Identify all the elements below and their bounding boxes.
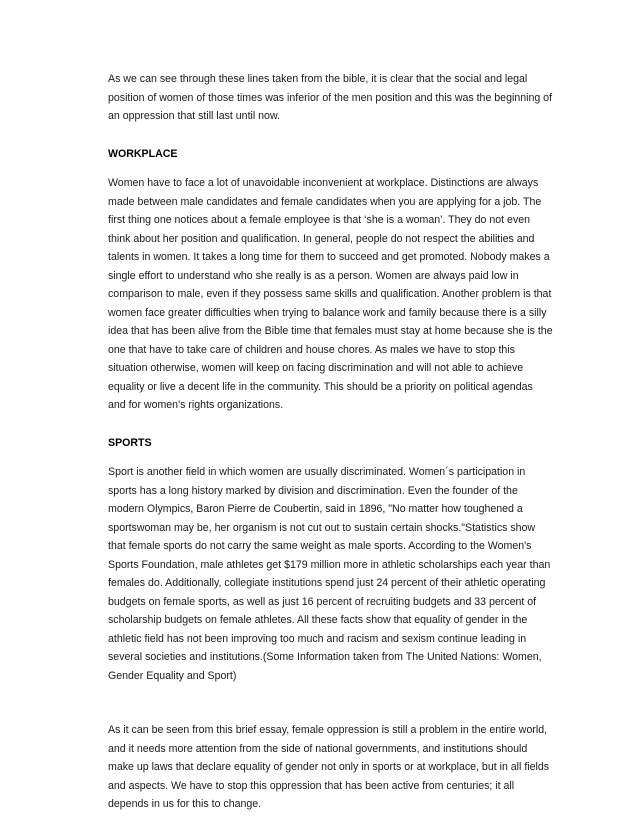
document-body (108, 70, 553, 833)
workplace-heading: WORKPLACE (108, 147, 178, 160)
sports-heading: SPORTS (108, 436, 152, 449)
sports-paragraph: Sport is another field in which women are usually discriminated. Women´s participation in sports has a long history marked by division and discrimination. Even the founder of the modern Olympics, Baron Pierre de Coubertin, said in 1896, "No matter how toughened a sportswoman may be, her organism is not cut out to sustain certain shocks."Statistics show that female sports do not carry the same weight as male sports. According to the Women's Sports Foundation, male athletes get $179 million more in athletic scholarships each year than females do. Additionally, collegiate institutions spend just 24 percent of their athletic operating budgets on female sports, as well as just 16 percent of recruiting budgets and 33 percent of scholarship budgets on female athletes. All these facts show that equality of gender in the athletic field has not been improving too much and racism and sexism continue leading in several societies and institutions.(Some Information taken from The United Nations: Women, Gender Equality and Sport) (108, 466, 551, 682)
workplace-paragraph: Women have to face a lot of unavoidable inconvenient at workplace. Distinctions are always made between male candidates and female candidates when you are applying for a job. The first thing one notices about a female employee is that ‘she is a woman’. They do not even think about her position and qualification. In general, people do not respect the abilities and talents in women. It takes a long time for them to succeed and get promoted. Nobody makes a single effort to understand who she really is as a person. Women are always paid low in comparison to male, even if they possess same skills and qualification. Another problem is that women face greater difficulties when trying to balance work and family because there is a silly idea that has been alive from the Bible time that females must stay at home because she is the one that have to take care of children and house chores. As males we have to stop this situation otherwise, women will keep on facing discrimination and will not able to achieve equality or live a decent life in the community. This should be a priority on political agendas and for women's rights organizations. (108, 177, 553, 411)
intro-paragraph: As we can see through these lines taken from the bible, it is clear that the social and legal position of women of those times was inferior of the men position and this was the beginning of an oppression that still last until now. (108, 73, 553, 122)
conclusion-paragraph: As it can be seen from this brief essay, female oppression is still a problem in the entire world, and it needs more attention from the side of national governments, and institutions should make up laws that declare equality of gender not only in sports or at workplace, but in all fields and aspects. We have to stop this oppression that has been active from centuries; it all depends in us for this to change. (108, 724, 550, 810)
